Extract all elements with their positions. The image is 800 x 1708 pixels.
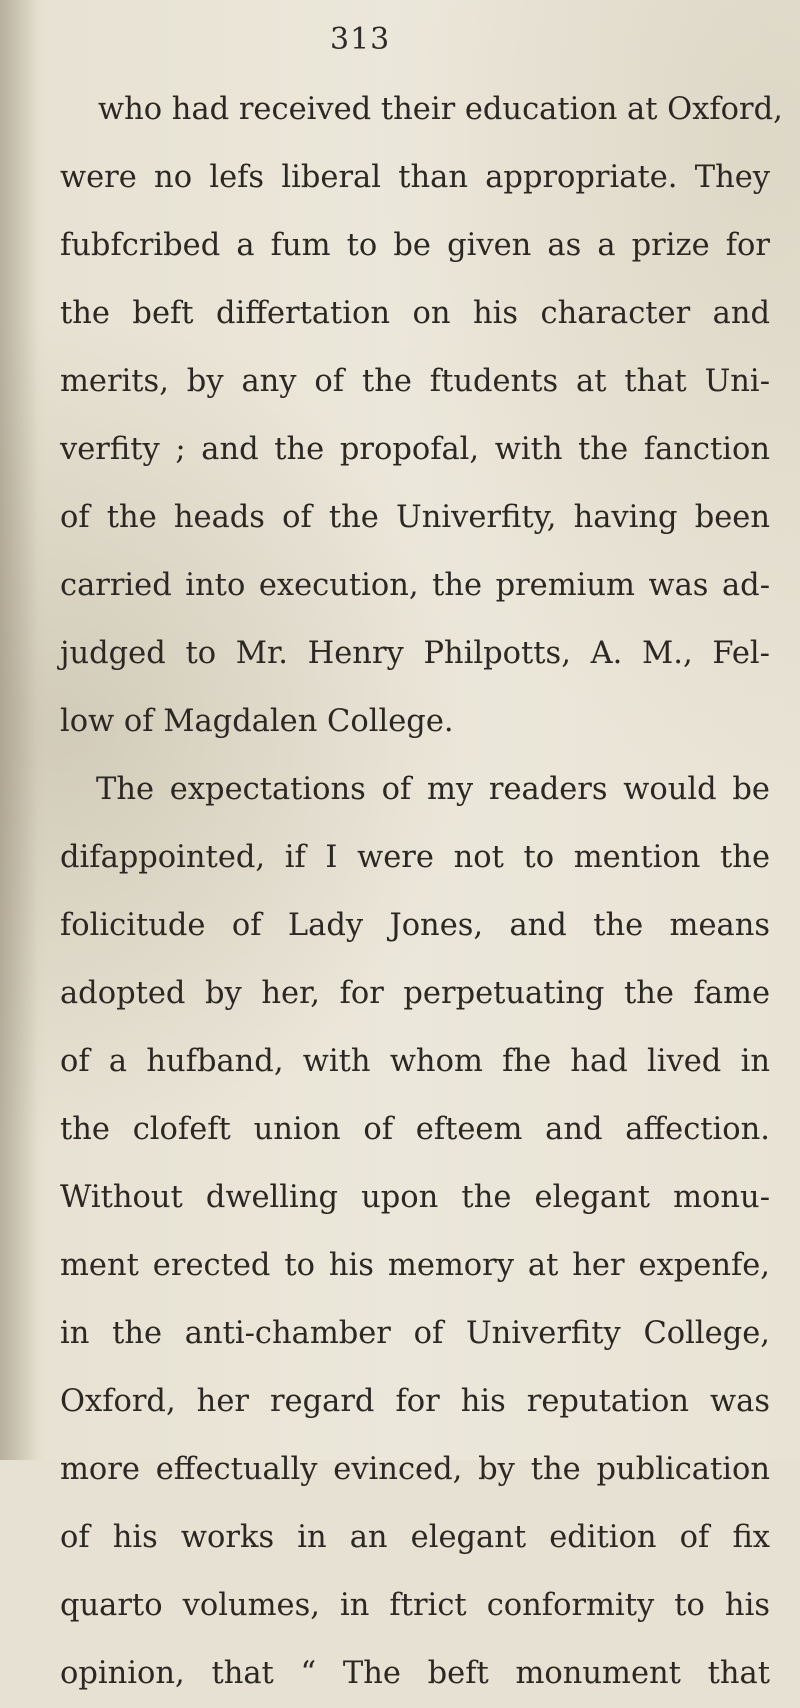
text-line: of his works in an elegant edition of fix — [60, 1520, 770, 1555]
page-number: 313 — [330, 22, 391, 57]
text-line: judged to Mr. Henry Philpotts, A. M., Fel- — [60, 636, 770, 671]
text-line: fubfcribed a fum to be given as a prize for — [60, 228, 770, 263]
text-line: opinion, that “ The beft monument that — [60, 1656, 770, 1691]
text-line: of a hufband, with whom fhe had lived in — [60, 1044, 770, 1079]
text-line: Oxford, her regard for his reputation was — [60, 1384, 770, 1419]
body-text — [0, 76, 800, 1708]
text-line: folicitude of Lady Jones, and the means — [60, 908, 770, 943]
text-line: the beft differtation on his character and — [60, 296, 770, 331]
text-line: more effectually evinced, by the publication — [60, 1452, 770, 1487]
text-line: quarto volumes, in ftrict conformity to his — [60, 1588, 770, 1623]
text-line: in the anti-chamber of Univerfity College, — [60, 1316, 770, 1351]
text-line: adopted by her, for perpetuating the fame — [60, 976, 770, 1011]
text-line: were no lefs liberal than appropriate. They — [60, 160, 770, 195]
text-line: difappointed, if I were not to mention the — [60, 840, 770, 875]
text-line: carried into execution, the premium was ad- — [60, 568, 770, 603]
text-line: who had received their education at Oxford, — [98, 92, 783, 127]
text-line: Without dwelling upon the elegant monu- — [60, 1180, 770, 1215]
text-line: the clofeft union of efteem and affection. — [60, 1112, 770, 1147]
text-line: of the heads of the Univerfity, having been — [60, 500, 770, 535]
paragraph-start-line: The expectations of my readers would be — [96, 772, 770, 807]
text-line: low of Magdalen College. — [60, 704, 454, 739]
text-line: merits, by any of the ftudents at that Uni- — [60, 364, 770, 399]
text-line: ment erected to his memory at her expenfe, — [60, 1248, 770, 1283]
text-line: verfity ; and the propofal, with the fanction — [60, 432, 770, 467]
